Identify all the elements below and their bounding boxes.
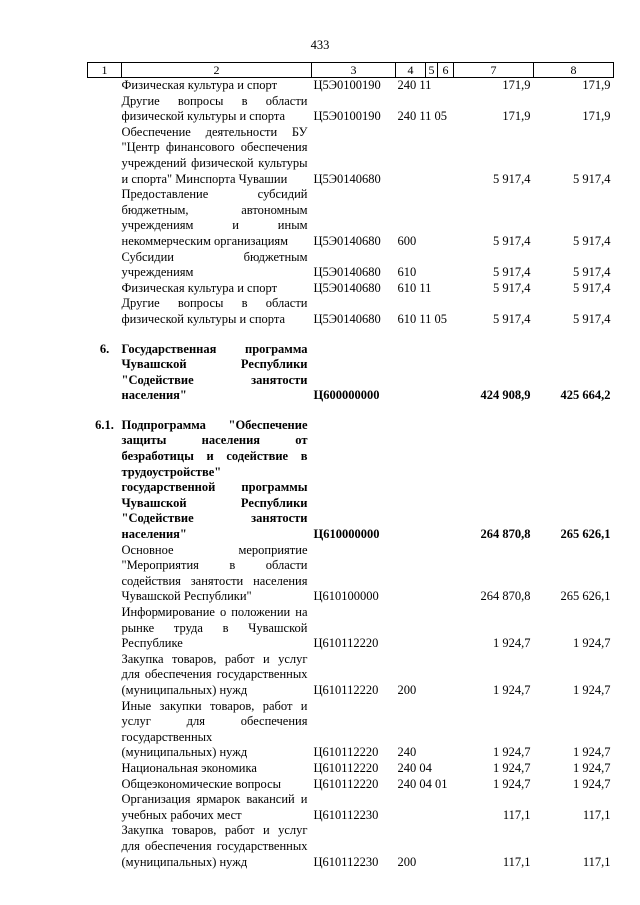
row-number-cell xyxy=(88,823,122,870)
amount-cell: 265 626,1 xyxy=(560,589,611,604)
table-row xyxy=(88,296,614,327)
table-row xyxy=(88,543,614,605)
amount-cell: 117,1 xyxy=(582,854,611,869)
target-code-cell: Ц610112220 xyxy=(313,682,379,697)
table-row xyxy=(88,823,614,870)
amount-cell: 424 908,9 xyxy=(480,388,531,403)
target-code-cell: Ц610112220 xyxy=(313,745,379,760)
amount-cell: 1 924,7 xyxy=(573,760,611,775)
amount-cell: 1 924,7 xyxy=(493,776,531,791)
row-number-cell xyxy=(88,792,122,823)
amount-cell: 425 664,2 xyxy=(560,388,611,403)
table-row xyxy=(88,250,614,281)
table-row xyxy=(88,605,614,652)
table-row xyxy=(88,761,614,777)
classification-cell xyxy=(396,605,454,652)
target-code-cell: Ц610000000 xyxy=(313,527,380,542)
classification-cell xyxy=(396,792,454,823)
item-name-cell: Другие вопросы в области физической культуры и спорта xyxy=(121,296,308,326)
row-number-cell xyxy=(88,652,122,699)
classification-cell: 240 xyxy=(397,745,417,760)
table-row xyxy=(88,652,614,699)
target-code-cell: Ц5Э0140680 xyxy=(313,280,381,295)
table-body xyxy=(88,78,614,871)
table-row xyxy=(88,281,614,297)
item-name-cell: Информирование о положении на рынке труда в Чувашской Республике xyxy=(121,605,308,651)
amount-cell: 5 917,4 xyxy=(573,171,611,186)
amount-cell: 5 917,4 xyxy=(493,280,531,295)
classification-cell: 610 11 05 xyxy=(397,311,448,326)
item-name-cell: Иные закупки товаров, работ и услуг для обеспечения государственных (муниципальных) нужд xyxy=(121,698,308,760)
row-number-cell xyxy=(88,250,122,281)
target-code-cell: Ц610112220 xyxy=(313,636,379,651)
header-cell: 1 xyxy=(88,63,122,78)
row-number-cell xyxy=(88,605,122,652)
amount-cell: 5 917,4 xyxy=(573,280,611,295)
row-number-cell xyxy=(88,777,122,793)
classification-cell: 240 04 01 xyxy=(397,776,448,791)
classification-cell xyxy=(396,418,454,543)
amount-cell: 171,9 xyxy=(582,109,611,124)
amount-cell: 171,9 xyxy=(502,109,531,124)
amount-cell: 264 870,8 xyxy=(480,527,531,542)
header-cell: 3 xyxy=(312,63,396,78)
item-name-cell: Организация ярмарок вакансий и учебных рабочих мест xyxy=(121,792,308,822)
amount-cell: 171,9 xyxy=(582,78,611,92)
amount-cell: 1 924,7 xyxy=(493,745,531,760)
amount-cell: 171,9 xyxy=(502,78,531,92)
item-name-cell: Основное мероприятие "Мероприятия в области содействия занятости населения Чувашской Республики" xyxy=(121,542,308,604)
target-code-cell: Ц610112230 xyxy=(313,807,379,822)
amount-cell: 5 917,4 xyxy=(573,233,611,248)
target-code-cell: Ц610112220 xyxy=(313,760,379,775)
item-name-cell: Предоставление субсидий бюджетным, автономным учреждениям и иным некоммерческим организациям xyxy=(121,187,308,248)
classification-cell: 610 xyxy=(397,265,417,280)
item-name-cell: Общеэкономические вопросы xyxy=(121,776,282,791)
amount-cell: 5 917,4 xyxy=(493,233,531,248)
amount-cell: 265 626,1 xyxy=(560,527,611,542)
row-number-cell: 6. xyxy=(99,341,110,356)
row-number-cell xyxy=(88,296,122,327)
classification-cell: 600 xyxy=(397,233,417,248)
amount-cell: 5 917,4 xyxy=(573,311,611,326)
row-number-cell xyxy=(88,78,122,94)
target-code-cell: Ц5Э0140680 xyxy=(313,311,381,326)
amount-cell: 5 917,4 xyxy=(573,265,611,280)
amount-cell: 5 917,4 xyxy=(493,265,531,280)
header-cell: 5 xyxy=(426,63,438,78)
target-code-cell: Ц610112230 xyxy=(313,854,379,869)
row-number-cell xyxy=(88,699,122,761)
item-name-cell: Национальная экономика xyxy=(121,760,257,775)
amount-cell: 117,1 xyxy=(502,854,531,869)
amount-cell: 1 924,7 xyxy=(573,682,611,697)
header-cell: 4 xyxy=(396,63,426,78)
budget-table xyxy=(87,62,614,870)
target-code-cell: Ц610100000 xyxy=(313,589,379,604)
spacer-cell xyxy=(88,404,614,418)
amount-cell: 1 924,7 xyxy=(493,682,531,697)
classification-cell: 240 11 xyxy=(397,78,432,92)
classification-cell: 240 04 xyxy=(397,760,432,775)
row-number-cell xyxy=(88,281,122,297)
classification-cell: 200 xyxy=(397,854,417,869)
amount-cell: 264 870,8 xyxy=(480,589,531,604)
item-name-cell: Закупка товаров, работ и услуг для обеспечения государственных (муниципальных) нужд xyxy=(121,823,308,869)
table-row xyxy=(88,78,614,94)
target-code-cell: Ц5Э0100190 xyxy=(313,109,381,124)
row-number-cell xyxy=(88,94,122,125)
target-code-cell: Ц600000000 xyxy=(313,388,380,403)
classification-cell: 200 xyxy=(397,682,417,697)
amount-cell: 5 917,4 xyxy=(493,311,531,326)
row-number-cell xyxy=(88,187,122,249)
header-cell: 6 xyxy=(438,63,454,78)
row-number-cell xyxy=(88,761,122,777)
item-name-cell: Физическая культура и спорт xyxy=(121,280,278,295)
column-number-header xyxy=(88,63,614,78)
amount-cell: 1 924,7 xyxy=(573,776,611,791)
row-number-cell: 6.1. xyxy=(95,417,114,432)
header-cell: 2 xyxy=(122,63,312,78)
classification-cell xyxy=(396,342,454,404)
spacer-cell xyxy=(88,328,614,342)
table-row xyxy=(88,125,614,187)
table-row xyxy=(88,418,614,543)
table-row xyxy=(88,792,614,823)
item-name-cell: Подпрограмма "Обеспечение защиты населения от безработицы и содействие в трудоустройстве" государственной программы Чувашской Республики "Содействие занятости населения" xyxy=(121,417,308,542)
amount-cell: 117,1 xyxy=(502,807,531,822)
target-code-cell: Ц610112220 xyxy=(313,776,379,791)
amount-cell: 1 924,7 xyxy=(493,760,531,775)
amount-cell: 5 917,4 xyxy=(493,171,531,186)
classification-cell xyxy=(396,543,454,605)
item-name-cell: Субсидии бюджетным учреждениям xyxy=(121,249,308,280)
table-row xyxy=(88,94,614,125)
item-name-cell: Другие вопросы в области физической культуры и спорта xyxy=(121,93,308,124)
target-code-cell: Ц5Э0140680 xyxy=(313,171,381,186)
row-number-cell xyxy=(88,125,122,187)
target-code-cell: Ц5Э0100190 xyxy=(313,78,381,92)
item-name-cell: Физическая культура и спорт xyxy=(121,78,278,92)
item-name-cell: Закупка товаров, работ и услуг для обеспечения государственных (муниципальных) нужд xyxy=(121,651,308,697)
spacer-row xyxy=(88,404,614,418)
amount-cell: 117,1 xyxy=(582,807,611,822)
spacer-row xyxy=(88,328,614,342)
target-code-cell: Ц5Э0140680 xyxy=(313,233,381,248)
table-row xyxy=(88,187,614,249)
classification-cell: 610 11 xyxy=(397,280,432,295)
item-name-cell: Обеспечение деятельности БУ "Центр финансового обеспечения учреждений физической культуры и спорта" Минспорта Чувашии xyxy=(121,124,308,186)
classification-cell: 240 11 05 xyxy=(397,109,448,124)
item-name-cell: Государственная программа Чувашской Республики "Содействие занятости населения" xyxy=(121,341,308,403)
table-row xyxy=(88,699,614,761)
header-cell: 8 xyxy=(534,63,614,78)
table-row xyxy=(88,777,614,793)
classification-cell xyxy=(396,125,454,187)
amount-cell: 1 924,7 xyxy=(573,636,611,651)
table-row xyxy=(88,342,614,404)
amount-cell: 1 924,7 xyxy=(493,636,531,651)
page-number: 433 xyxy=(310,38,330,52)
target-code-cell: Ц5Э0140680 xyxy=(313,265,381,280)
amount-cell: 1 924,7 xyxy=(573,745,611,760)
row-number-cell xyxy=(88,543,122,605)
header-cell: 7 xyxy=(454,63,534,78)
